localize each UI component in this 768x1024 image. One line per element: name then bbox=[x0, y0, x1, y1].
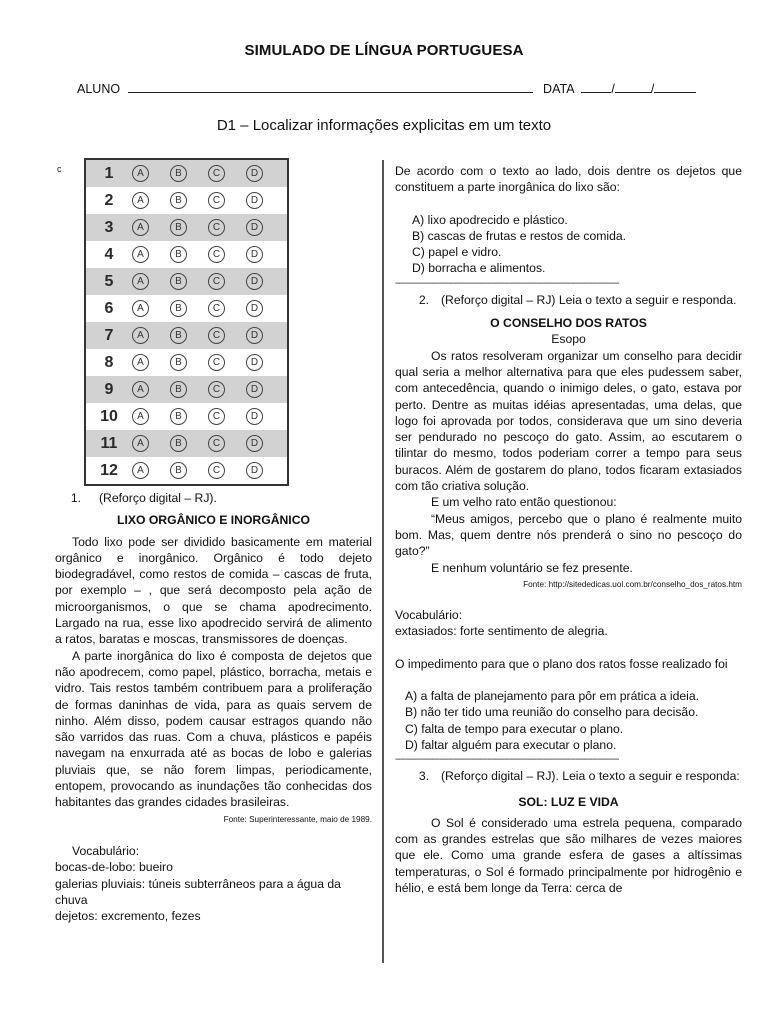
answer-bubble-b[interactable]: B bbox=[170, 408, 187, 425]
question-1-header bbox=[55, 490, 372, 506]
answer-grid-row bbox=[86, 403, 287, 430]
paragraph: A parte inorgânica do lixo é composta de dejetos que não apodrecem, como papel, plástico, borracha, metais e vidro. Tais restos também contribuem para a proliferação de formas daninhas de vida, para as quais servem de ninho. Além disso, podem causar estragos quando não são varridos das ruas. Com a chuva, plásticos e papéis navegam na enxurrada até as bocas de lobo e galerias pluviais que, se não forem limpas, periodicamente, entopem, provocando as inundações tão conhecidas dos habitantes das grandes cidades brasileiras. bbox=[55, 648, 372, 810]
date-day-field[interactable] bbox=[581, 80, 611, 93]
separator-line: -------------------------------------------------------------------------------------------- bbox=[395, 277, 619, 289]
question-source: (Reforço digital – RJ) Leia o texto a seguir e responda. bbox=[441, 292, 737, 307]
answer-bubble-c[interactable]: C bbox=[208, 462, 225, 479]
answer-bubble-a[interactable]: A bbox=[132, 165, 149, 182]
text-title: LIXO ORGÂNICO E INORGÂNICO bbox=[117, 513, 310, 528]
answer-bubble-b[interactable]: B bbox=[170, 246, 187, 263]
answer-bubble-c[interactable]: C bbox=[208, 381, 225, 398]
student-info-line bbox=[77, 80, 717, 96]
option-d[interactable]: D) faltar alguém para executar o plano. bbox=[405, 737, 617, 752]
answer-bubble-d[interactable]: D bbox=[246, 219, 263, 236]
answer-bubble-c[interactable]: C bbox=[208, 354, 225, 371]
question-source: (Reforço digital – RJ). bbox=[99, 491, 217, 505]
question-2-options bbox=[405, 688, 742, 753]
student-label: ALUNO bbox=[77, 82, 121, 96]
answer-grid-row bbox=[86, 160, 287, 187]
paragraph: O Sol é considerado uma estrela pequena, comparado com as grandes estrelas que são milhares de vezes maiores que ele. Como uma grande esfera de gases a altíssimas temperaturas, o Sol é formado principalmente por hidrogênio e hélio, e está bem longe da Terra: cerca de bbox=[395, 815, 742, 895]
paragraph: “Meus amigos, percebo que o plano é realmente muito bom. Mas, quem dentre nós prenderá o sino no pescoço do gato?” bbox=[395, 511, 742, 559]
date-label: DATA bbox=[543, 82, 574, 96]
answer-bubble-d[interactable]: D bbox=[246, 192, 263, 209]
option-d[interactable]: D) borracha e alimentos. bbox=[412, 261, 546, 276]
question-1-options bbox=[412, 212, 742, 277]
question-number: 5 bbox=[104, 272, 114, 290]
question-number: 9 bbox=[104, 380, 114, 398]
answer-bubble-a[interactable]: A bbox=[132, 381, 149, 398]
question-number: 10 bbox=[100, 407, 118, 425]
vocabulary-title: Vocabulário: bbox=[395, 608, 463, 623]
page-subtitle: D1 – Localizar informações explicitas em um texto bbox=[216, 117, 552, 134]
answer-grid-row bbox=[86, 457, 287, 484]
answer-bubble-b[interactable]: B bbox=[170, 462, 187, 479]
answer-bubble-a[interactable]: A bbox=[132, 192, 149, 209]
stray-mark: c bbox=[57, 164, 62, 174]
answer-bubble-c[interactable]: C bbox=[208, 300, 225, 317]
answer-grid-row bbox=[86, 430, 287, 457]
answer-grid-row bbox=[86, 295, 287, 322]
question-number: 8 bbox=[104, 353, 114, 371]
answer-bubble-c[interactable]: C bbox=[208, 327, 225, 344]
question-number: 11 bbox=[100, 434, 118, 452]
answer-grid-row bbox=[86, 349, 287, 376]
answer-bubble-d[interactable]: D bbox=[246, 381, 263, 398]
option-c[interactable]: C) falta de tempo para executar o plano. bbox=[405, 721, 624, 736]
right-column bbox=[395, 163, 742, 896]
answer-bubble-a[interactable]: A bbox=[132, 327, 149, 344]
paragraph: Os ratos resolveram organizar um conselho para decidir qual seria a melhor alternativa para que eles pudessem saber, com antecedência, quando o inimigo deles, o gato, estava por perto. Dentre as muitas idéias apresentadas, uma delas, que logo foi aprovada por todos, considerava que um sino deveria ser pendurado no pescoço do gato. Assim, ao escutarem o tilintar do mesmo, todos poderiam correr a tempo para seus buracos. Além de gostarem do plano, todos ficaram extasiados com tão criativa solução. bbox=[395, 348, 742, 494]
text-author: Esopo bbox=[551, 332, 586, 347]
answer-bubble-c[interactable]: C bbox=[208, 165, 225, 182]
vocabulary-item: dejetos: excremento, fezes bbox=[55, 909, 201, 924]
date-month-field[interactable] bbox=[615, 80, 651, 93]
answer-bubble-b[interactable]: B bbox=[170, 381, 187, 398]
answer-bubble-a[interactable]: A bbox=[132, 354, 149, 371]
separator-line: -------------------------------------------------------------------------------------------- bbox=[395, 754, 619, 766]
answer-bubble-d[interactable]: D bbox=[246, 273, 263, 290]
answer-bubble-d[interactable]: D bbox=[246, 246, 263, 263]
answer-bubble-a[interactable]: A bbox=[132, 462, 149, 479]
answer-bubble-c[interactable]: C bbox=[208, 273, 225, 290]
question-3-header bbox=[395, 768, 742, 784]
answer-bubble-a[interactable]: A bbox=[132, 246, 149, 263]
answer-bubble-a[interactable]: A bbox=[132, 408, 149, 425]
answer-grid-row bbox=[86, 322, 287, 349]
answer-grid-row bbox=[86, 268, 287, 295]
question-2-header bbox=[395, 292, 742, 308]
text-source: Fonte: http://sitededicas.uol.com.br/conselho_dos_ratos.htm bbox=[523, 579, 742, 589]
question-number: 1 bbox=[104, 164, 114, 182]
date-year-field[interactable] bbox=[654, 80, 696, 93]
vocabulary-title: Vocabulário: bbox=[72, 843, 140, 858]
answer-bubble-d[interactable]: D bbox=[246, 165, 263, 182]
question-number: 2 bbox=[104, 191, 114, 209]
vocabulary-item: galerias pluviais: túneis subterrâneos para a água da chuva bbox=[55, 876, 341, 907]
answer-bubble-d[interactable]: D bbox=[246, 408, 263, 425]
answer-bubble-b[interactable]: B bbox=[170, 165, 187, 182]
answer-bubble-a[interactable]: A bbox=[132, 273, 149, 290]
option-a[interactable]: A) lixo apodrecido e plástico. bbox=[412, 212, 568, 227]
question-number: 3 bbox=[104, 218, 114, 236]
answer-bubble-d[interactable]: D bbox=[246, 435, 263, 452]
answer-bubble-b[interactable]: B bbox=[170, 327, 187, 344]
question-number: 2. bbox=[418, 292, 429, 307]
answer-bubble-d[interactable]: D bbox=[246, 300, 263, 317]
text-source: Fonte: Superinteressante, maio de 1989. bbox=[223, 814, 372, 824]
answer-grid-row bbox=[86, 187, 287, 214]
text-title: O CONSELHO DOS RATOS bbox=[490, 316, 647, 331]
vocabulary-item: extasiados: forte sentimento de alegria. bbox=[395, 624, 608, 639]
vocabulary-item: bocas-de-lobo: bueiro bbox=[55, 860, 173, 875]
answer-bubble-c[interactable]: C bbox=[208, 435, 225, 452]
answer-bubble-d[interactable]: D bbox=[246, 327, 263, 344]
question-source: (Reforço digital – RJ). Leia o texto a seguir e responda: bbox=[441, 769, 740, 784]
answer-bubble-a[interactable]: A bbox=[132, 300, 149, 317]
question-number: 12 bbox=[100, 461, 118, 479]
answer-bubble-c[interactable]: C bbox=[208, 192, 225, 209]
answer-bubble-b[interactable]: B bbox=[170, 354, 187, 371]
answer-bubble-d[interactable]: D bbox=[246, 462, 263, 479]
question-number: 6 bbox=[104, 299, 114, 317]
student-name-field[interactable] bbox=[128, 80, 533, 93]
question-number: 1. bbox=[70, 491, 81, 505]
option-a[interactable]: A) a falta de planejamento para pôr em prática a ideia. bbox=[405, 689, 700, 704]
paragraph: E nenhum voluntário se fez presente. bbox=[431, 560, 633, 575]
answer-bubble-b[interactable]: B bbox=[170, 300, 187, 317]
left-column bbox=[55, 490, 372, 924]
column-divider bbox=[382, 160, 384, 963]
question-prompt: O impedimento para que o plano dos ratos fosse realizado foi bbox=[395, 656, 728, 671]
question-number: 4 bbox=[104, 245, 114, 263]
question-number: 3. bbox=[418, 769, 429, 784]
date-separator: / bbox=[650, 82, 655, 96]
date-separator: / bbox=[611, 82, 615, 96]
answer-bubble-a[interactable]: A bbox=[132, 219, 149, 236]
option-b[interactable]: B) cascas de frutas e restos de comida. bbox=[412, 228, 627, 243]
answer-grid bbox=[84, 158, 289, 486]
answer-bubble-c[interactable]: C bbox=[208, 408, 225, 425]
paragraph: E um velho rato então questionou: bbox=[431, 495, 617, 510]
answer-grid-row bbox=[86, 214, 287, 241]
answer-bubble-a[interactable]: A bbox=[132, 435, 149, 452]
answer-bubble-b[interactable]: B bbox=[170, 435, 187, 452]
answer-bubble-b[interactable]: B bbox=[170, 273, 187, 290]
answer-grid-row bbox=[86, 376, 287, 403]
answer-bubble-d[interactable]: D bbox=[246, 354, 263, 371]
option-b[interactable]: B) não ter tido uma reunião do conselho para decisão. bbox=[405, 705, 699, 720]
answer-grid-row bbox=[86, 241, 287, 268]
answer-bubble-c[interactable]: C bbox=[208, 246, 225, 263]
option-c[interactable]: C) papel e vidro. bbox=[412, 245, 502, 260]
question-number: 7 bbox=[104, 326, 114, 344]
question-prompt: De acordo com o texto ao lado, dois dentre os dejetos que constituem a parte inorgânica do lixo são: bbox=[395, 164, 742, 195]
page-title: SIMULADO DE LÍNGUA PORTUGUESA bbox=[244, 42, 524, 59]
paragraph: Todo lixo pode ser dividido basicamente em material orgânico e inorgânico. Orgânico é todo dejeto biodegradável, como restos de comida – cascas de fruta, por exemplo – , que será decomposto pela ação de microorganismos, o que se chama apodrecimento. Largado na rua, esse lixo apodrecido servirá de alimento a ratos, baratas e moscas, transmissores de doenças. bbox=[55, 534, 372, 647]
answer-bubble-c[interactable]: C bbox=[208, 219, 225, 236]
text-title: SOL: LUZ E VIDA bbox=[518, 794, 619, 809]
answer-bubble-b[interactable]: B bbox=[170, 192, 187, 209]
answer-bubble-b[interactable]: B bbox=[170, 219, 187, 236]
